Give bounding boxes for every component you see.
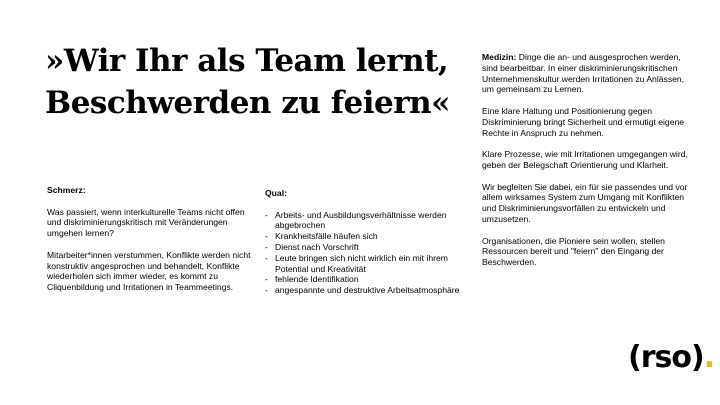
list-item: - Dienst nach Vorschrift <box>265 242 475 253</box>
medizin-column <box>482 52 692 279</box>
schmerz-column <box>47 185 252 304</box>
rso-logo <box>628 340 714 376</box>
page-title <box>45 40 465 124</box>
list-item: - angespannte und destruktive Arbeitsatmosphäre <box>265 285 475 296</box>
logo-text: (rso) <box>628 340 704 375</box>
list-item: - Leute bringen sich nicht wirklich ein mit ihrem Potential und Kreativität <box>265 253 475 275</box>
logo-dot: . <box>703 340 715 375</box>
medizin-paragraph-1-text: Dinge die an- und ausgesprochen werden, sind bearbeitbar. In einer diskriminierungskritischen Unternehmenskultur werden Irritationen zu Anlässen, um gemeinsam zu Lernen. <box>482 52 685 95</box>
qual-list <box>265 210 475 296</box>
medizin-heading: Medizin: <box>482 52 517 62</box>
schmerz-paragraph-1: Was passiert, wenn interkulturelle Teams nicht offen und diskriminierungskritisch mit Veränderungen umgehen lernen? <box>47 206 245 239</box>
schmerz-paragraph-2: Mitarbeiter*innen verstummen, Konflikte werden nicht konstruktiv angesprochen und behandelt, Konflikte wiederholen sich immer wieder, es kommt zu Cliquenbildung und Irritationen in Teammeetings. <box>47 249 251 293</box>
title-line-2: Beschwerden zu feiern« <box>45 85 451 121</box>
list-item: - Krankheitsfälle häufen sich <box>265 231 475 242</box>
list-item: - fehlende Identifikation <box>265 274 475 285</box>
title-line-1: »Wir Ihr als Team lernt, <box>45 43 449 79</box>
medizin-paragraph-4: Wir begleiten Sie dabei, ein für sie passendes und vor allem wirksames System zum Umgang mit Konflikten und Diskriminierungsvorfällen zu entwickeln und umzusetzen. <box>482 181 688 224</box>
qual-column <box>265 188 475 296</box>
medizin-paragraph-1 <box>482 52 692 95</box>
medizin-paragraph-5: Organisationen, die Pioniere sein wollen, stellen Ressourcen bereit und "feiern" den Eingang der Beschwerden. <box>482 235 665 268</box>
qual-heading: Qual: <box>265 188 287 198</box>
medizin-paragraph-2: Eine klare Haltung und Positionierung gegen Diskriminierung bringt Sicherheit und ermutigt eigene Rechte in Anspruch zu nehmen. <box>482 105 685 138</box>
medizin-paragraph-3: Klare Prozesse, wie mit Irritationen umgegangen wird, geben der Belegschaft Orientierung und Klarheit. <box>482 149 688 170</box>
schmerz-heading: Schmerz: <box>47 185 86 195</box>
list-item: - Arbeits- und Ausbildungsverhältnisse werden abgebrochen <box>265 210 475 232</box>
